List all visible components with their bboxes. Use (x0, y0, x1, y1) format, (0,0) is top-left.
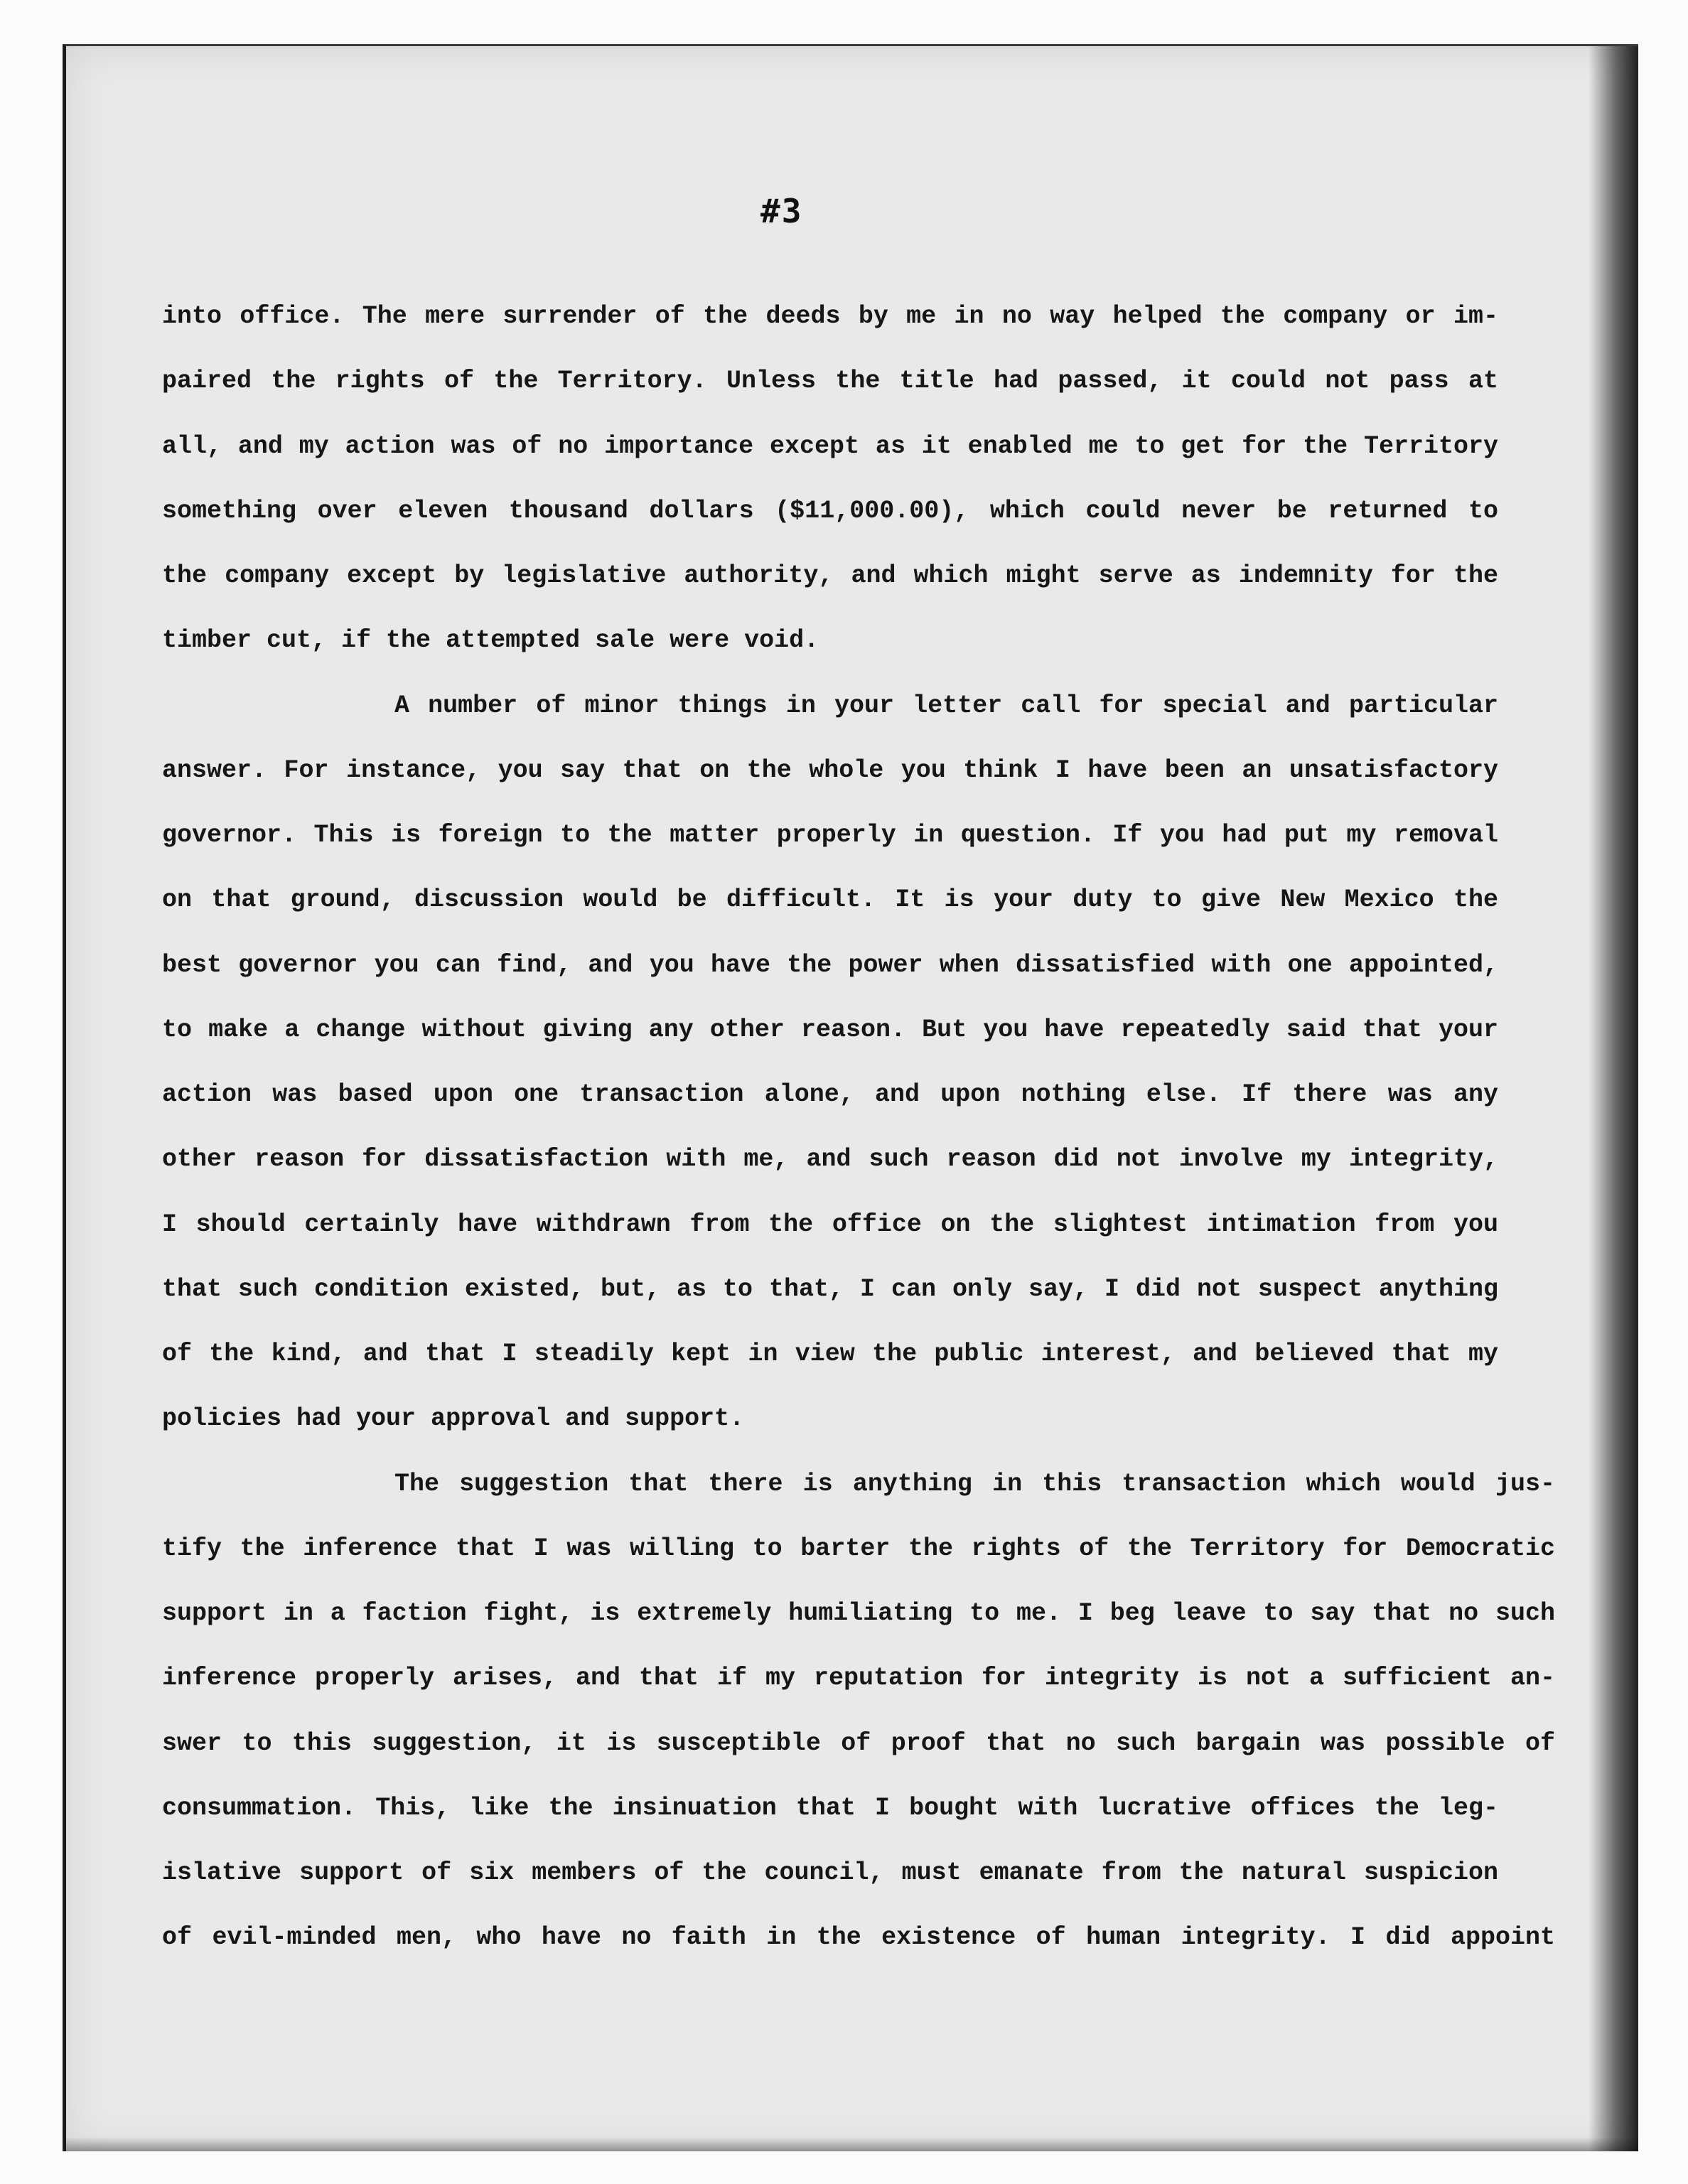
text-line: something over eleven thousand dollars ($11,000.00), which could never be returned to (162, 496, 1498, 525)
text-line: timber cut, if the attempted sale were void. (162, 626, 819, 655)
text-line: I should certainly have withdrawn from the office on the slightest intimation from you (162, 1210, 1498, 1239)
text-line: best governor you can find, and you have the power when dissatisfied with one appointed, (162, 950, 1498, 979)
text-line: action was based upon one transaction alone, and upon nothing else. If there was any (162, 1080, 1498, 1109)
letter-body (162, 284, 1555, 1971)
text-line: islative support of six members of the council, must emanate from the natural suspicion (162, 1858, 1498, 1887)
text-line: answer. For instance, you say that on the whole you think I have been an unsatisfactory (162, 755, 1498, 785)
text-line: tify the inference that I was willing to barter the rights of the Territory for Democratic (162, 1534, 1555, 1563)
text-line: all, and my action was of no importance except as it enabled me to get for the Territory (162, 431, 1498, 461)
text-line: paired the rights of the Territory. Unless the title had passed, it could not pass at (162, 367, 1498, 396)
text-line: to make a change without giving any other reason. But you have repeatedly said that your (162, 1015, 1498, 1044)
text-line: of evil-minded men, who have no faith in the existence of human integrity. I did appoint (162, 1923, 1555, 1952)
text-line: policies had your approval and support. (162, 1404, 745, 1433)
text-line: into office. The mere surrender of the deeds by me in no way helped the company or im- (162, 302, 1498, 330)
text-line: of the kind, and that I steadily kept in view the public interest, and believed that my (162, 1340, 1498, 1368)
paragraph-start-line: A number of minor things in your letter call for special and particular (394, 691, 1498, 720)
page-bottom-edge (66, 2137, 1638, 2151)
paragraph-start-line: The suggestion that there is anything in this transaction which would jus- (394, 1469, 1555, 1498)
text-line: governor. This is foreign to the matter properly in question. If you had put my removal (162, 821, 1498, 849)
text-line: other reason for dissatisfaction with me, and such reason did not involve my integrity, (162, 1145, 1498, 1174)
text-line: on that ground, discussion would be difficult. It is your duty to give New Mexico the (162, 886, 1498, 915)
text-line: support in a faction fight, is extremely humiliating to me. I beg leave to say that no such (162, 1599, 1555, 1628)
text-line: that such condition existed, but, as to that, I can only say, I did not suspect anything (162, 1274, 1498, 1303)
text-line: inference properly arises, and that if my reputation for integrity is not a sufficient an- (162, 1664, 1555, 1693)
page-number: #3 (760, 192, 803, 230)
text-line: swer to this suggestion, it is susceptible of proof that no such bargain was possible of (162, 1728, 1555, 1758)
page-shadow-edge (1588, 46, 1638, 2151)
text-line: consummation. This, like the insinuation that I bought with lucrative offices the leg- (162, 1793, 1498, 1822)
text-line: the company except by legislative authority, and which might serve as indemnity for the (162, 561, 1498, 590)
